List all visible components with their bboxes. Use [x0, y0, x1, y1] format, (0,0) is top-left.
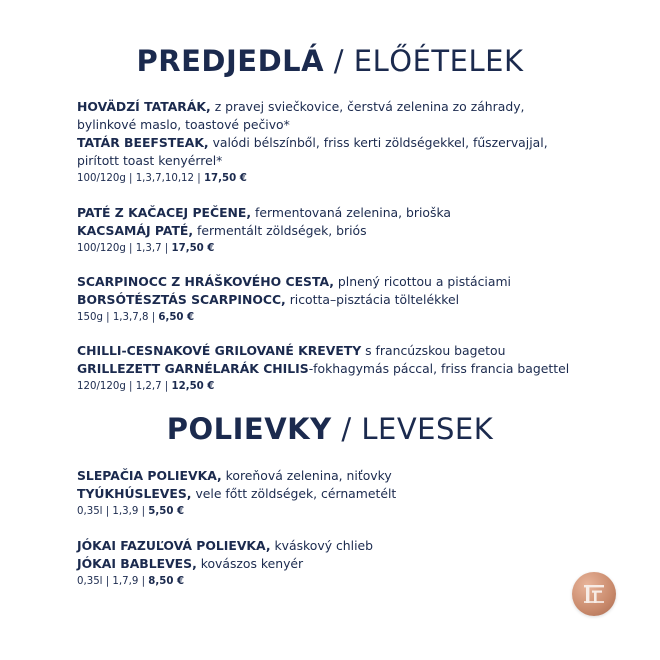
dish-meta: 150g | 1,3,7,8 | [77, 312, 159, 323]
dish-price: 5,50 € [148, 506, 185, 517]
section-title-hu: LEVESEK [361, 412, 494, 446]
dish-meta: 100/120g | 1,3,7,10,12 | [77, 173, 204, 184]
dish-name-sk: PATÉ Z KAČACEJ PEČENE, [77, 205, 252, 220]
dish-price: 8,50 € [148, 576, 185, 587]
dish-desc-sk: fermentovaná zelenina, brioška [251, 205, 452, 220]
restaurant-monogram-icon [572, 572, 616, 616]
dish-name-hu: BORSÓTÉSZTÁS SCARPINOCC, [77, 292, 286, 307]
dish-price: 17,50 € [203, 173, 247, 184]
dish-meta: 120/120g | 1,2,7 | [77, 381, 172, 392]
dish-name-sk: JÓKAI FAZUĽOVÁ POLIEVKA, [77, 538, 271, 553]
dish-desc-sk: koreňová zelenina, niťovky [221, 468, 392, 483]
section-title-soups [0, 412, 660, 446]
menu-item-grilled-shrimp [77, 342, 637, 395]
dish-name-sk: SCARPINOCC Z HRÁŠKOVÉHO CESTA, [77, 274, 334, 289]
dish-name-hu: JÓKAI BABLEVES, [77, 556, 197, 571]
dish-price: 6,50 € [158, 312, 195, 323]
dish-desc-hu: -fokhagymás páccal, friss francia bagettel [308, 361, 570, 376]
dish-name-sk: SLEPAČIA POLIEVKA, [77, 468, 222, 483]
section-title-hu: ELŐÉTELEK [353, 44, 524, 78]
dish-name-sk: HOVÄDZÍ TATARÁK, [77, 99, 211, 114]
dish-desc-hu: vele főtt zöldségek, cérnametélt [191, 486, 397, 501]
section-title-separator: / [331, 412, 362, 446]
dish-desc-sk: s francúzskou bagetou [361, 343, 506, 358]
section-title-separator: / [324, 44, 354, 78]
dish-desc-sk: plnený ricottou a pistáciami [333, 274, 511, 289]
menu-item-chicken-soup [77, 467, 637, 520]
dish-meta: 0,35l | 1,3,9 | [77, 506, 149, 517]
dish-name-hu: KACSAMÁJ PATÉ, [77, 223, 194, 238]
dish-meta: 0,35l | 1,7,9 | [77, 576, 149, 587]
dish-meta: 100/120g | 1,3,7 | [77, 243, 172, 254]
section-title-starters [0, 44, 660, 78]
dish-name-sk: CHILLI-CESNAKOVÉ GRILOVANÉ KREVETY [77, 343, 362, 358]
dish-desc-hu: ricotta–pisztácia töltelékkel [285, 292, 460, 307]
dish-desc-sk: z pravej sviečkovice, čerstvá zelenina zo záhrady, [210, 99, 525, 114]
dish-desc-hu: kovászos kenyér [196, 556, 304, 571]
dish-price: 17,50 € [171, 243, 215, 254]
section-title-sk: PREDJEDLÁ [136, 44, 325, 78]
dish-desc-hu: valódi bélszínből, friss kerti zöldségekkel, fűszervajjal, [208, 135, 548, 150]
dish-desc-sk-continued: bylinkové maslo, toastové pečivo* [77, 117, 290, 132]
section-title-sk: POLIEVKY [166, 412, 332, 446]
dish-price: 12,50 € [171, 381, 215, 392]
dish-desc-hu-continued: pirított toast kenyérrel* [77, 153, 223, 168]
dish-name-hu: TYÚKHÚSLEVES, [77, 486, 192, 501]
menu-item-duck-pate [77, 204, 637, 257]
dish-desc-hu: fermentált zöldségek, briós [193, 223, 367, 238]
dish-desc-sk: kváskový chlieb [270, 538, 373, 553]
menu-item-beef-tartare [77, 98, 637, 187]
dish-name-hu: GRILLEZETT GARNÉLARÁK CHILIS [77, 361, 309, 376]
menu-item-scarpinocc [77, 273, 637, 326]
dish-name-hu: TATÁR BEEFSTEAK, [77, 135, 209, 150]
menu-item-bean-soup [77, 537, 637, 590]
